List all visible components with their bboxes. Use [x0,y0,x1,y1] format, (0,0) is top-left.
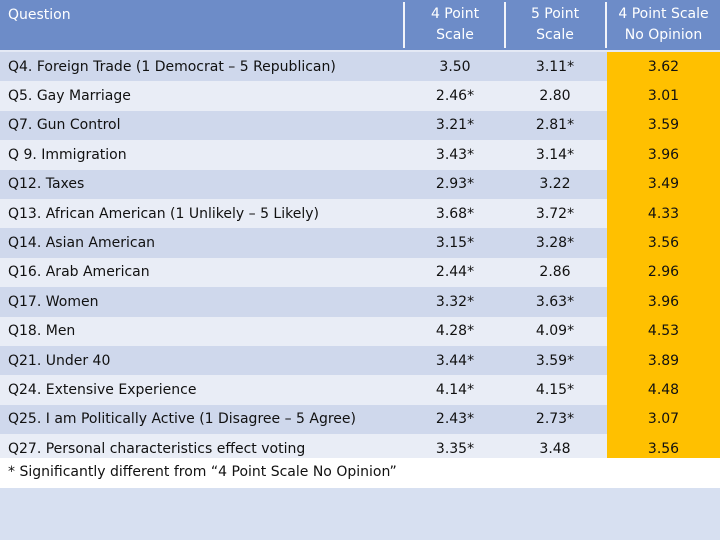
table-row [0,170,720,199]
table-row [0,140,720,169]
header-5-point-scale [505,0,605,50]
five-point-value: 3.28* [535,235,575,252]
no-opinion-value: 3.07 [607,405,720,434]
table-row [0,375,720,404]
table-row [0,317,720,346]
five-point-value: 3.59* [535,352,575,369]
header-5-point-line2: Scale [536,27,574,43]
question-cell: Q5. Gay Marriage [8,88,131,105]
table-header [0,0,720,50]
header-no-opinion-scale [607,0,720,50]
question-cell: Q4. Foreign Trade (1 Democrat – 5 Republican) [8,58,336,75]
footnote-bar [0,458,720,488]
table-row [0,199,720,228]
four-point-value: 2.93* [435,176,475,193]
four-point-value: 3.21* [435,117,475,134]
four-point-value: 2.43* [435,411,475,428]
no-opinion-value: 3.89 [607,346,720,375]
table-row [0,81,720,110]
header-4-point-line1: 4 Point [430,6,480,22]
five-point-value: 3.72* [535,205,575,222]
table-row [0,405,720,434]
no-opinion-value: 3.96 [607,287,720,316]
no-opinion-value: 3.56 [607,228,720,257]
table-row [0,228,720,257]
five-point-value: 2.80 [539,88,571,105]
no-opinion-value: 2.96 [607,258,720,287]
no-opinion-value: 3.49 [607,170,720,199]
footnote: * Significantly different from “4 Point Scale No Opinion” [8,464,397,480]
four-point-value: 4.14* [435,382,475,399]
question-cell: Q18. Men [8,323,76,340]
question-cell: Q24. Extensive Experience [8,382,197,399]
five-point-value: 3.11* [535,58,575,75]
four-point-value: 3.43* [435,146,475,163]
question-cell: Q25. I am Politically Active (1 Disagree – 5 Agree) [8,411,356,428]
no-opinion-value: 3.56 [607,434,720,463]
no-opinion-value: 4.53 [607,317,720,346]
bottom-panel [0,488,720,540]
table-row [0,287,720,316]
no-opinion-value: 4.33 [607,199,720,228]
four-point-value: 3.35* [435,440,475,457]
table-row [0,111,720,140]
four-point-value: 3.44* [435,352,475,369]
five-point-value: 2.86 [539,264,571,281]
table-row [0,346,720,375]
four-point-value: 3.50 [439,58,471,75]
question-cell: Q7. Gun Control [8,117,121,134]
no-opinion-value: 3.96 [607,140,720,169]
five-point-value: 2.73* [535,411,575,428]
header-4-point-line2: Scale [436,27,474,43]
five-point-value: 4.09* [535,323,575,340]
question-cell: Q13. African American (1 Unlikely – 5 Likely) [8,205,319,222]
four-point-value: 3.68* [435,205,475,222]
header-5-point-line1: 5 Point [530,6,580,22]
question-cell: Q27. Personal characteristics effect voting [8,440,306,457]
four-point-value: 3.32* [435,293,475,310]
question-cell: Q21. Under 40 [8,352,111,369]
no-opinion-value: 4.48 [607,375,720,404]
four-point-value: 4.28* [435,323,475,340]
header-no-opinion-line1: 4 Point Scale [618,6,709,22]
header-question: Question [8,7,71,23]
no-opinion-value: 3.59 [607,111,720,140]
five-point-value: 4.15* [535,382,575,399]
question-cell: Q12. Taxes [8,176,85,193]
four-point-value: 2.44* [435,264,475,281]
four-point-value: 2.46* [435,88,475,105]
table-row [0,52,720,81]
question-cell: Q 9. Immigration [8,146,127,163]
question-cell: Q16. Arab American [8,264,150,281]
header-4-point-scale [405,0,505,50]
question-cell: Q17. Women [8,293,99,310]
table-row [0,258,720,287]
five-point-value: 3.48 [539,440,571,457]
no-opinion-value: 3.62 [607,52,720,81]
no-opinion-value: 3.01 [607,81,720,110]
five-point-value: 3.14* [535,146,575,163]
five-point-value: 3.22 [539,176,571,193]
four-point-value: 3.15* [435,235,475,252]
header-no-opinion-line2: No Opinion [624,27,703,43]
question-cell: Q14. Asian American [8,235,156,252]
five-point-value: 3.63* [535,293,575,310]
five-point-value: 2.81* [535,117,575,134]
